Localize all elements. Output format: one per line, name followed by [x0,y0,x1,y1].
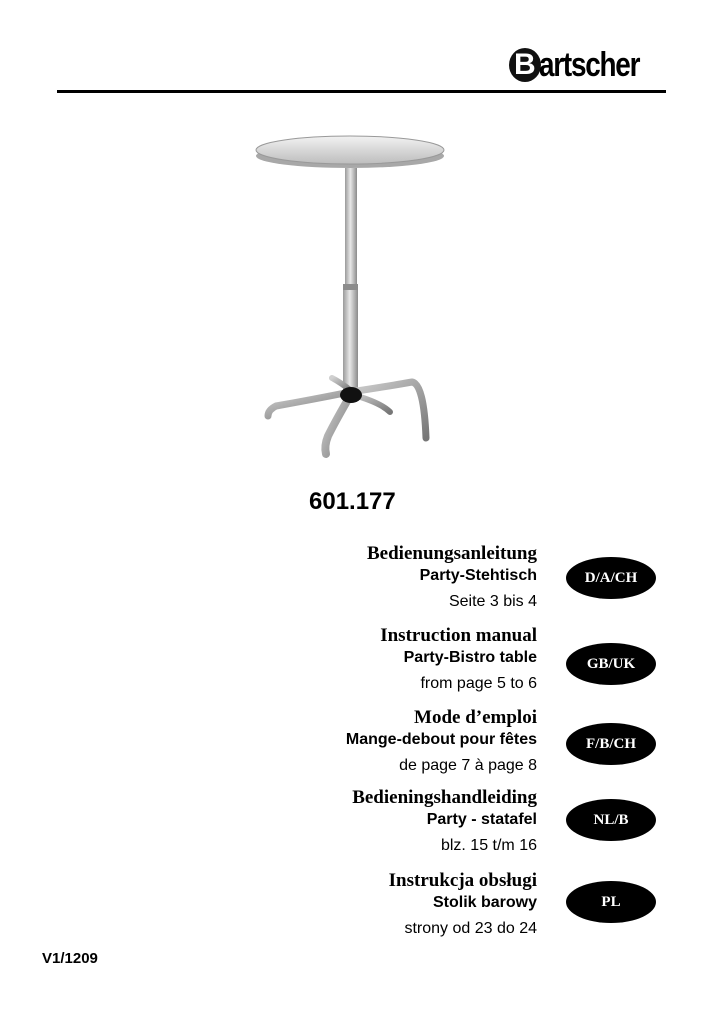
section-product: Party-Stehtisch [419,567,537,584]
section-title: Mode d’emploi [414,707,537,728]
section-fr [217,707,537,776]
section-product: Party - statafel [426,811,537,828]
model-number: 601.177 [309,488,396,515]
logo-text: artscher [538,46,640,84]
section-product: Stolik barowy [432,894,537,911]
section-pages: blz. 15 t/m 16 [440,837,537,854]
region-badge-pl: PL [566,881,656,923]
header-rule [57,90,666,93]
version-label: V1/1209 [42,950,98,967]
region-badge-de: D/A/CH [566,557,656,599]
section-title: Bedienungsanleitung [367,543,537,564]
section-product: Party-Bistro table [403,649,537,666]
bistro-table-image [240,120,460,465]
section-pages: from page 5 to 6 [420,675,537,692]
section-product: Mange-debout pour fêtes [345,731,537,748]
region-badge-fr: F/B/CH [566,723,656,765]
section-de [217,543,537,612]
section-pages: Seite 3 bis 4 [448,593,537,610]
section-pages: strony od 23 do 24 [404,920,537,937]
section-title: Instruction manual [380,625,537,646]
section-pages: de page 7 à page 8 [399,757,537,774]
section-gb [217,625,537,694]
region-badge-gb: GB/UK [566,643,656,685]
logo-letter: B [509,48,541,82]
section-title: Instrukcja obsługi [388,870,537,891]
section-title: Bedieningshandleiding [352,787,537,808]
brand-logo [509,44,661,86]
section-pl [217,870,537,939]
section-nl [217,787,537,856]
region-badge-nl: NL/B [566,799,656,841]
